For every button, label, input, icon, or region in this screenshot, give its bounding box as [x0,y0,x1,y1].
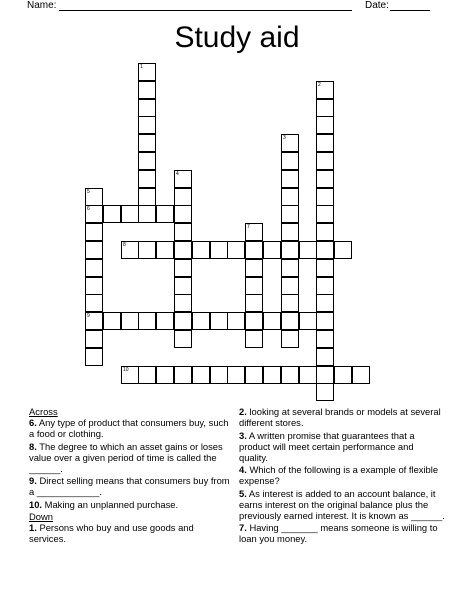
grid-cell[interactable] [245,241,263,259]
grid-cell[interactable] [281,223,299,241]
clue-down-4 [239,464,445,486]
clue-down-5 [239,488,445,521]
grid-cell[interactable] [85,241,103,259]
grid-cell[interactable] [281,134,299,152]
grid-cell[interactable] [174,205,192,223]
grid-cell[interactable] [245,223,263,241]
grid-cell[interactable] [281,205,299,223]
grid-cell[interactable] [281,152,299,170]
grid-cell[interactable] [245,294,263,312]
cell-number: 7 [247,224,250,230]
clue-down-7 [239,522,445,544]
grid-cell[interactable] [316,223,334,241]
clue-text: Any type of product that consumers buy, such a food or clothing. [29,417,229,439]
grid-cell[interactable] [316,348,334,366]
grid-cell[interactable] [352,366,370,384]
grid-cell[interactable] [245,259,263,277]
clues-right-column [239,406,445,546]
grid-cell[interactable] [316,99,334,117]
clue-number: 8. [29,440,37,452]
grid-cell[interactable] [174,259,192,277]
grid-cell[interactable] [174,312,192,330]
grid-cell[interactable] [316,152,334,170]
grid-cell[interactable] [281,366,299,384]
clue-text: Persons who buy and use goods and services. [29,522,194,544]
down-heading: Down [29,511,53,522]
across-heading: Across [29,406,58,417]
grid-cell[interactable] [316,366,334,384]
grid-cell[interactable] [210,366,228,384]
grid-cell[interactable] [299,312,317,330]
clue-text: looking at several brands or models at several different stores. [239,406,441,428]
grid-cell[interactable] [103,312,121,330]
page-title: Study aid [174,21,300,54]
clue-text: Which of the following is a example of flexible expense? [239,464,439,486]
clue-number: 6. [29,417,37,428]
grid-cell[interactable] [281,170,299,188]
grid-cell[interactable] [281,188,299,206]
grid-cell[interactable] [192,241,210,259]
grid-cell[interactable] [138,205,156,223]
grid-cell[interactable] [227,312,245,330]
clue-text: The degree to which an asset gains or loses value over a given period of time is called the ______. [29,440,223,474]
grid-cell[interactable] [138,170,156,188]
grid-cell[interactable] [138,81,156,99]
grid-cell[interactable] [316,241,334,259]
grid-cell[interactable] [316,81,334,99]
grid-cell[interactable] [316,277,334,295]
grid-cell[interactable] [85,259,103,277]
grid-cell[interactable] [263,241,281,259]
clue-number: 2. [239,406,247,417]
grid-cell[interactable] [121,241,139,259]
grid-cell[interactable] [138,188,156,206]
grid-cell[interactable] [156,366,174,384]
grid-cell[interactable] [281,241,299,259]
grid-cell[interactable] [138,99,156,117]
grid-cell[interactable] [245,366,263,384]
grid-cell[interactable] [299,366,317,384]
grid-cell[interactable] [174,330,192,348]
cell-number: 1 [140,64,143,70]
grid-cell[interactable] [85,312,103,330]
grid-cell[interactable] [281,259,299,277]
cell-number: 10 [123,367,129,373]
grid-cell[interactable] [245,330,263,348]
clue-across-10 [29,499,231,510]
grid-cell[interactable] [316,259,334,277]
clue-text: Having _______ means someone is willing to loan you money. [239,522,438,544]
clue-number: 3. [239,429,247,441]
grid-cell[interactable] [174,241,192,259]
grid-cell[interactable] [85,330,103,348]
grid-cell[interactable] [316,170,334,188]
date-label: Date: [365,0,389,11]
cell-number: 5 [87,189,90,195]
clue-text: Making an unplanned purchase. [44,498,179,510]
grid-cell[interactable] [85,205,103,223]
grid-cell[interactable] [316,205,334,223]
grid-cell[interactable] [85,223,103,241]
grid-cell[interactable] [156,241,174,259]
clue-number: 10. [29,498,43,510]
grid-cell[interactable] [281,294,299,312]
cell-number: 6 [87,206,90,212]
clue-across-9 [29,475,231,497]
clue-text: A written promise that guarantees that a product will meet certain performance and quality. [239,429,415,463]
grid-cell[interactable] [263,312,281,330]
clue-text: Direct selling means that consumers buy from a ____________. [29,475,230,497]
grid-cell[interactable] [281,312,299,330]
grid-cell[interactable] [85,188,103,206]
grid-cell[interactable] [316,383,334,401]
grid-cell[interactable] [138,152,156,170]
grid-cell[interactable] [85,348,103,366]
grid-cell[interactable] [121,205,139,223]
clue-number: 5. [239,487,247,499]
grid-cell[interactable] [316,330,334,348]
grid-cell[interactable] [138,63,156,81]
grid-cell[interactable] [121,366,139,384]
grid-cell[interactable] [121,312,139,330]
grid-cell[interactable] [210,312,228,330]
cell-number: 4 [176,171,179,177]
grid-cell[interactable] [334,366,352,384]
clue-number: 4. [239,464,247,475]
cell-number: 9 [87,313,90,319]
grid-cell[interactable] [210,241,228,259]
grid-cell[interactable] [138,366,156,384]
grid-cell[interactable] [174,277,192,295]
grid-cell[interactable] [245,277,263,295]
grid-cell[interactable] [85,277,103,295]
grid-cell[interactable] [316,116,334,134]
clue-down-2 [239,406,445,428]
grid-cell[interactable] [138,312,156,330]
grid-cell[interactable] [138,241,156,259]
clue-across-6 [29,417,231,439]
clue-number: 1. [29,522,37,533]
grid-cell[interactable] [103,205,121,223]
grid-cell[interactable] [174,366,192,384]
grid-cell[interactable] [245,312,263,330]
name-label: Name: [27,0,57,11]
grid-cell[interactable] [85,294,103,312]
cell-number: 8 [123,242,126,248]
grid-cell[interactable] [316,294,334,312]
clue-down-1 [29,522,231,544]
grid-cell[interactable] [227,366,245,384]
grid-cell[interactable] [174,170,192,188]
grid-cell[interactable] [281,330,299,348]
grid-cell[interactable] [263,366,281,384]
grid-cell[interactable] [174,188,192,206]
grid-cell[interactable] [227,241,245,259]
grid-cell[interactable] [192,366,210,384]
grid-cell[interactable] [138,116,156,134]
clue-number: 7. [239,522,247,533]
grid-cell[interactable] [156,205,174,223]
grid-cell[interactable] [281,277,299,295]
grid-cell[interactable] [299,241,317,259]
clue-number: 9. [29,475,37,486]
cell-number: 3 [283,135,286,141]
grid-cell[interactable] [174,294,192,312]
clue-text: As interest is added to an account balance, it earns interest on the original balance plus the previously earned interest. It is known as ______. [239,487,445,521]
clue-across-8 [29,441,231,474]
grid-cell[interactable] [334,241,352,259]
grid-cell[interactable] [316,134,334,152]
clues-left-column [29,406,231,546]
grid-cell[interactable] [192,312,210,330]
clue-down-3 [239,430,445,463]
grid-cell[interactable] [138,134,156,152]
cell-number: 2 [318,82,321,88]
grid-cell[interactable] [316,188,334,206]
grid-cell[interactable] [316,312,334,330]
grid-cell[interactable] [174,223,192,241]
grid-cell[interactable] [156,312,174,330]
